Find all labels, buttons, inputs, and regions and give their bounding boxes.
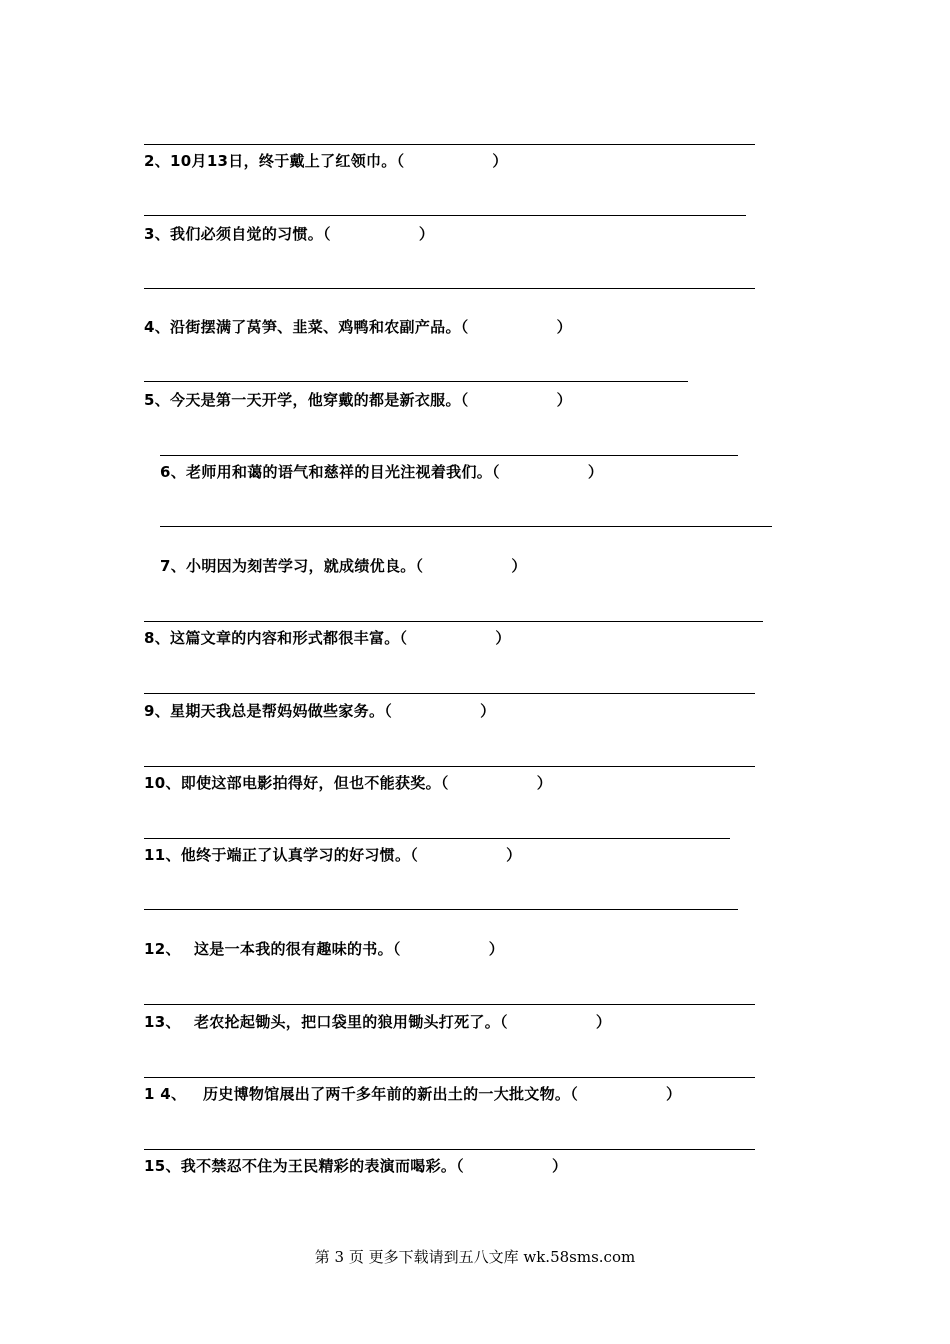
question-number: 2、 (144, 152, 171, 170)
close-paren: ） (495, 629, 511, 647)
close-paren: ） (556, 391, 572, 409)
answer-line (144, 215, 746, 216)
question-8 (144, 628, 511, 648)
answer-line (144, 1149, 755, 1150)
close-paren: ） (666, 1085, 682, 1103)
question-number: 7、 (160, 557, 187, 575)
close-paren: ） (595, 1013, 612, 1031)
close-paren: ） (480, 702, 496, 720)
close-paren: ） (418, 225, 435, 243)
close-paren: ） (488, 940, 505, 958)
question-text: 10月13日，终于戴上了红领巾。（ (170, 152, 405, 170)
page-footer: 第 3 页 更多下载请到五八文库 wk.58sms.com (314, 1248, 636, 1266)
question-text: 历史博物馆展出了两千多年前的新出土的一大批文物。（ (203, 1085, 579, 1103)
question-text: 星期天我总是帮妈妈做些家务。（ (170, 702, 393, 720)
question-number: 5、 (144, 391, 171, 409)
question-number: 4、 (144, 318, 171, 336)
answer-line (160, 455, 738, 456)
question-3 (144, 224, 434, 244)
close-paren: ） (536, 774, 552, 792)
question-text: 这是一本我的很有趣味的书。（ (194, 940, 401, 958)
answer-line (144, 693, 755, 694)
question-14 (144, 1084, 681, 1104)
question-number: 9、 (144, 702, 171, 720)
question-number: 8、 (144, 629, 171, 647)
answer-line (144, 838, 730, 839)
answer-line (144, 381, 688, 382)
question-text: 小明因为刻苦学习，就成绩优良。（ (186, 557, 424, 575)
question-text: 老师用和蔼的语气和慈祥的目光注视着我们。（ (186, 463, 500, 481)
question-number: 6、 (160, 463, 187, 481)
question-15 (144, 1156, 567, 1176)
question-2 (144, 151, 508, 171)
question-text: 他终于端正了认真学习的好习惯。（ (180, 846, 419, 864)
question-number: 11、 (144, 846, 181, 864)
question-text: 我们必须自觉的习惯。（ (170, 225, 331, 243)
question-6 (160, 462, 603, 482)
question-text: 我不禁忍不住为王民精彩的表演而喝彩。（ (180, 1157, 464, 1175)
question-5 (144, 390, 572, 410)
answer-line (144, 1004, 755, 1005)
question-text: 今天是第一天开学，他穿戴的都是新衣服。（ (170, 391, 469, 409)
close-paren: ） (551, 1157, 568, 1175)
question-7 (160, 556, 527, 576)
answer-line (144, 909, 738, 910)
question-number: 3、 (144, 225, 171, 243)
answer-line (144, 288, 755, 289)
answer-line (144, 1077, 755, 1078)
question-13 (144, 1012, 611, 1032)
question-number: 12、 (144, 940, 181, 958)
answer-line (144, 144, 755, 145)
close-paren: ） (556, 318, 572, 336)
answer-line (144, 621, 763, 622)
question-text: 这篇文章的内容和形式都很丰富。（ (170, 629, 408, 647)
question-11 (144, 845, 521, 865)
question-text: 沿街摆满了莴笋、韭菜、鸡鸭和农副产品。（ (170, 318, 469, 336)
question-number: 10、 (144, 774, 181, 792)
close-paren: ） (511, 557, 527, 575)
question-10 (144, 773, 552, 793)
question-number: 1 4、 (144, 1085, 187, 1103)
question-text: 老农抡起锄头，把口袋里的狼用锄头打死了。（ (194, 1013, 508, 1031)
answer-line (144, 766, 755, 767)
close-paren: ） (506, 846, 522, 864)
question-9 (144, 701, 495, 721)
close-paren: ） (492, 152, 508, 170)
question-12 (144, 939, 504, 959)
question-number: 15、 (144, 1157, 181, 1175)
question-number: 13、 (144, 1013, 181, 1031)
question-text: 即使这部电影拍得好，但也不能获奖。（ (180, 774, 449, 792)
close-paren: ） (587, 463, 604, 481)
question-4 (144, 317, 572, 337)
answer-line (160, 526, 772, 527)
